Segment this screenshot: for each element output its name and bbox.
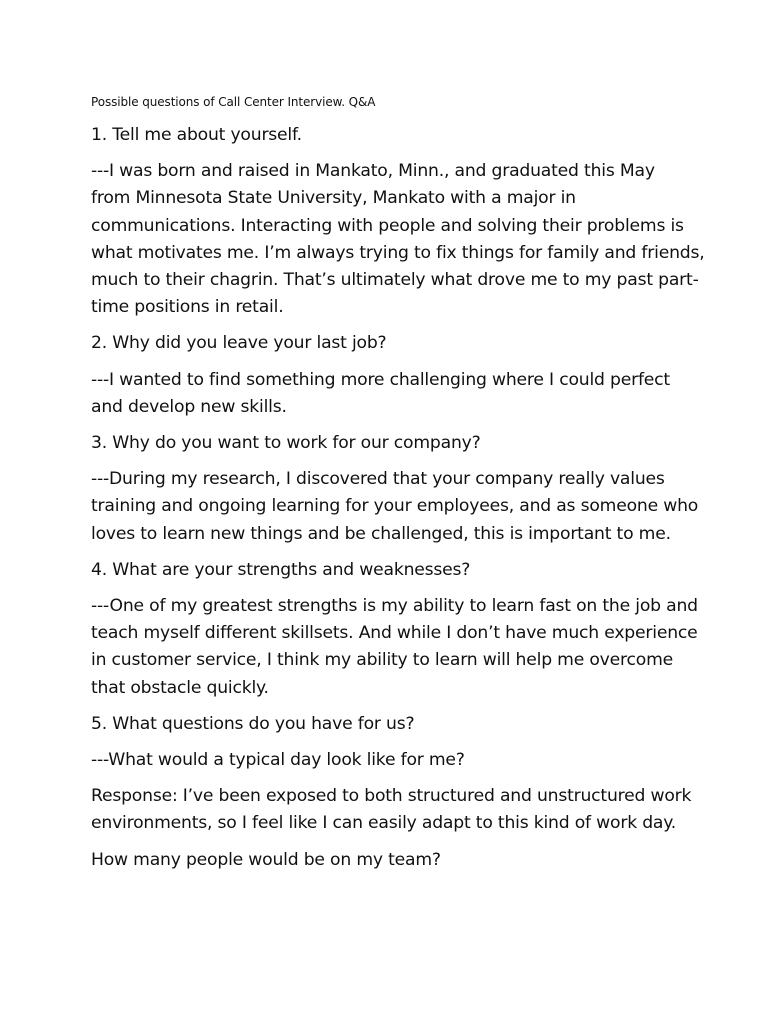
text-line: ---One of my greatest strengths is my ability to learn fast on the job and: [91, 596, 698, 617]
answer-1: [91, 158, 705, 321]
text-line: what motivates me. I’m always trying to fix things for family and friends,: [91, 242, 705, 263]
text-line: 3. Why do you want to work for our company?: [91, 433, 481, 454]
text-line: How many people would be on my team?: [91, 849, 441, 870]
text-line: Response: I’ve been exposed to both structured and unstructured work: [91, 786, 692, 807]
question-4: [91, 557, 691, 584]
text-line: that obstacle quickly.: [91, 677, 269, 698]
text-line: training and ongoing learning for your employees, and as someone who: [91, 496, 699, 517]
text-line: 2. Why did you leave your last job?: [91, 333, 387, 354]
question-1: [91, 122, 691, 149]
follow-up-question: [91, 847, 691, 874]
text-line: ---What would a typical day look like for me?: [91, 750, 465, 771]
text-line: ---During my research, I discovered that your company really values: [91, 469, 665, 490]
text-line: 5. What questions do you have for us?: [91, 713, 415, 734]
text-line: ---I wanted to find something more challenging where I could perfect: [91, 369, 670, 390]
answer-4: [91, 593, 698, 702]
text-line: and develop new skills.: [91, 396, 287, 417]
text-line: time positions in retail.: [91, 297, 284, 318]
text-line: in customer service, I think my ability to learn will help me overcome: [91, 650, 673, 671]
text-line: teach myself different skillsets. And while I don’t have much experience: [91, 623, 698, 644]
question-2: [91, 330, 691, 357]
text-line: communications. Interacting with people and solving their problems is: [91, 215, 684, 236]
answer-5-response: [91, 783, 691, 837]
document-title: Possible questions of Call Center Interview. Q&A: [91, 95, 376, 109]
text-line: loves to learn new things and be challenged, this is important to me.: [91, 523, 671, 544]
answer-5-question: [91, 747, 691, 774]
text-line: environments, so I feel like I can easily adapt to this kind of work day.: [91, 813, 677, 834]
answer-3: [91, 466, 699, 548]
answer-2: [91, 367, 691, 421]
text-line: 1. Tell me about yourself.: [91, 125, 302, 145]
question-3: [91, 430, 691, 457]
text-line: from Minnesota State University, Mankato with a major in: [91, 188, 576, 209]
text-line: much to their chagrin. That’s ultimately what drove me to my past part-: [91, 270, 699, 291]
question-5: [91, 711, 691, 738]
document-body: [91, 122, 705, 883]
text-line: ---I was born and raised in Mankato, Minn., and graduated this May: [91, 161, 655, 182]
text-line: 4. What are your strengths and weaknesses?: [91, 559, 471, 580]
